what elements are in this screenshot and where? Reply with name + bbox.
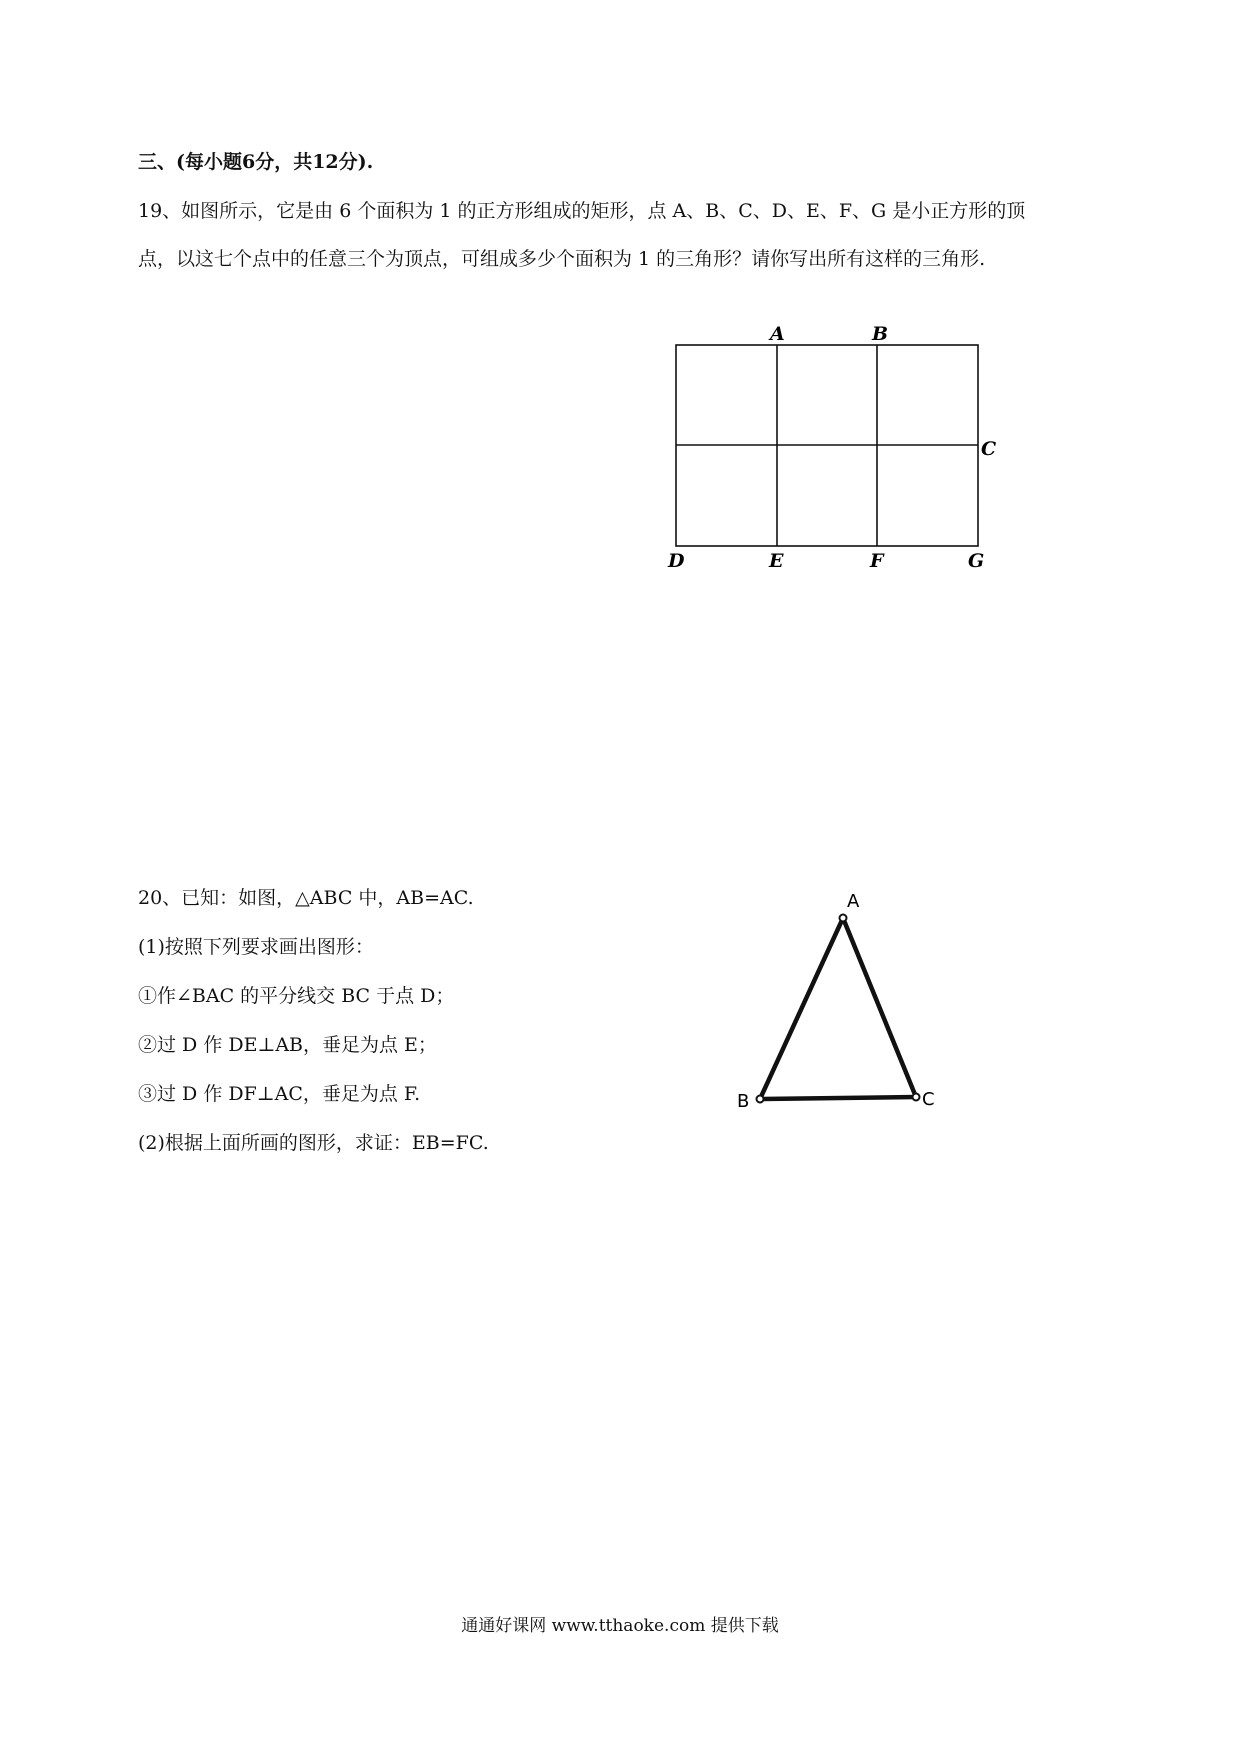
grid-label-b: B [872, 323, 889, 345]
grid-label-e: E [769, 550, 784, 572]
grid-label-d: D [668, 550, 685, 572]
q20-text-line-1: 20、已知：如图，△ABC 中，AB=AC. [138, 887, 474, 909]
grid-label-c: C [981, 438, 997, 460]
triangle-side-bc [760, 1097, 916, 1099]
triangle-label-c: C [922, 1089, 935, 1110]
q19-text-line-1: 19、如图所示，它是由 6 个面积为 1 的正方形组成的矩形，点 A、B、C、D、E、F、G 是小正方形的顶 [138, 200, 1026, 222]
q20-text-line-2: (1)按照下列要求画出图形： [138, 936, 374, 958]
grid-label-g: G [968, 550, 985, 572]
triangle-side-ac [843, 918, 916, 1097]
grid-label-f: F [870, 550, 884, 572]
page-footer: 通通好课网 www.tthaoke.com 提供下载 [461, 1616, 779, 1636]
q20-text-line-6: (2)根据上面所画的图形，求证：EB=FC. [138, 1132, 489, 1154]
q20-text-line-3: ①作∠BAC 的平分线交 BC 于点 D； [138, 985, 455, 1007]
q20-text-line-5: ③过 D 作 DF⊥AC，垂足为点 F. [138, 1083, 421, 1105]
section-heading: 三、(每小题6分，共12分). [138, 151, 374, 173]
q19-text-line-2: 点，以这七个点中的任意三个为顶点，可组成多少个面积为 1 的三角形？请你写出所有这样的三角形. [138, 248, 986, 270]
grid-label-a: A [770, 323, 785, 345]
vertex-c-point [913, 1094, 920, 1101]
triangle-label-b: B [737, 1091, 750, 1112]
vertex-a-point [840, 915, 847, 922]
q20-text-line-4: ②过 D 作 DE⊥AB，垂足为点 E； [138, 1034, 437, 1056]
vertex-b-point [757, 1096, 764, 1103]
triangle-side-ab [760, 918, 843, 1099]
triangle-label-a: A [847, 891, 860, 912]
